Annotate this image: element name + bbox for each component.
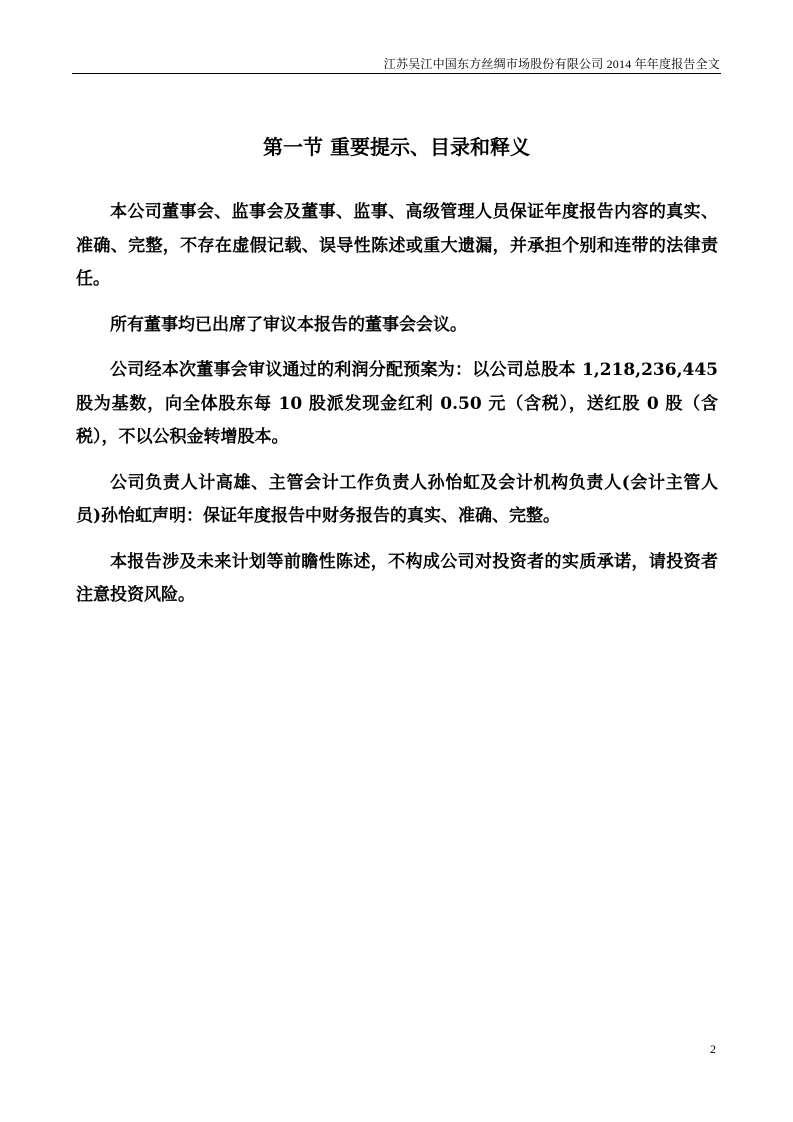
- paragraph-profit-distribution: 公司经本次董事会审议通过的利润分配预案为：以公司总股本 1,218,236,445 股为基数，向全体股东每 10 股派发现金红利 0.50 元（含税），送红股 0 股（含税），不以公积金转增股本。: [76, 360, 718, 447]
- paragraph-responsible-persons-statement: 公司负责人计高雄、主管会计工作负责人孙怡虹及会计机构负责人(会计主管人员)孙怡虹声明：保证年度报告中财务报告的真实、准确、完整。: [76, 472, 718, 526]
- paragraph-board-guarantee: 本公司董事会、监事会及董事、监事、高级管理人员保证年度报告内容的真实、准确、完整，不存在虚假记载、误导性陈述或重大遗漏，并承担个别和连带的法律责任。: [76, 202, 718, 289]
- important-notice-body: [76, 196, 718, 625]
- section-title: 第一节 重要提示、目录和释义: [263, 135, 530, 159]
- running-header: 江苏吴江中国东方丝绸市场股份有限公司 2014 年年度报告全文: [383, 57, 720, 71]
- page-number: 2: [710, 1042, 716, 1056]
- paragraph-forward-looking-statement: 本报告涉及未来计划等前瞻性陈述，不构成公司对投资者的实质承诺，请投资者注意投资风险。: [76, 551, 718, 605]
- paragraph-directors-attendance: 所有董事均已出席了审议本报告的董事会会议。: [110, 314, 467, 335]
- header-rule: [72, 73, 721, 74]
